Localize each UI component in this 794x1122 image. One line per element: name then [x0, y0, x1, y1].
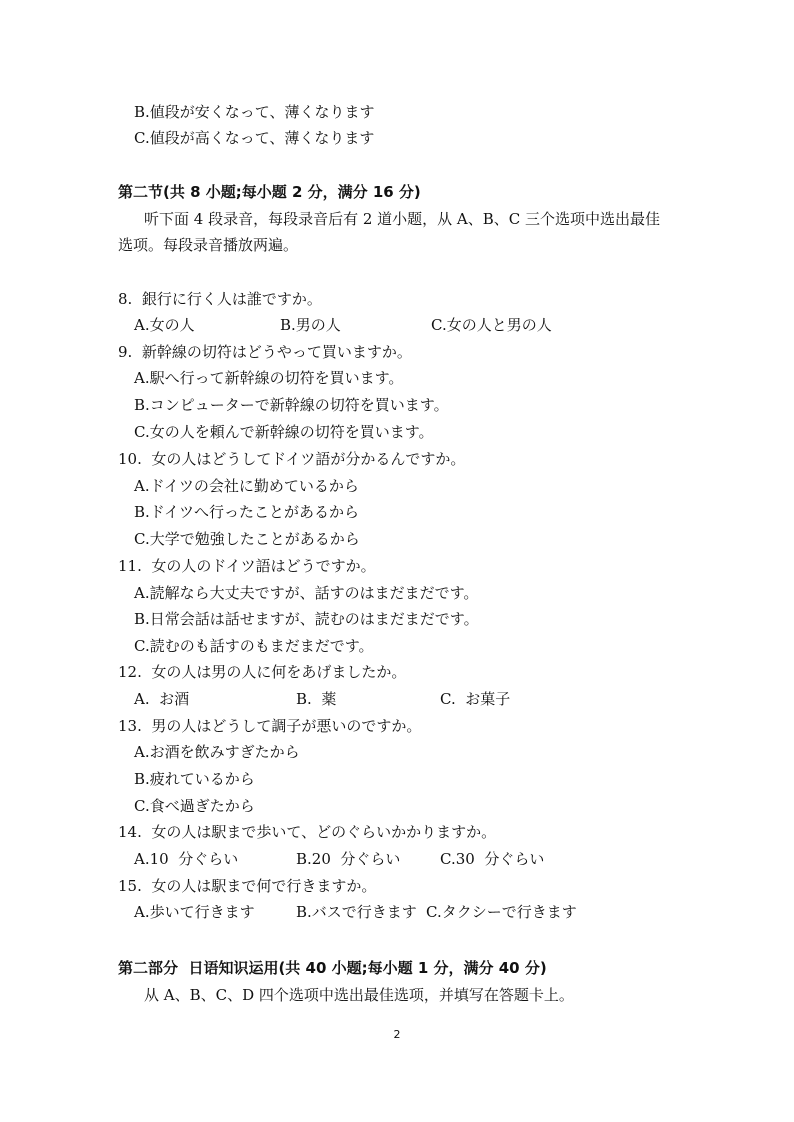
option-b-prev: B.値段が安くなって、薄くなります [134, 103, 375, 121]
question-15-stem: 15. 女の人は駅まで何で行きますか。 [118, 877, 377, 895]
question-11-option-c: C.読むのも話すのもまだまだです。 [134, 637, 374, 655]
question-10-option-c: C.大学で勉強したことがあるから [134, 530, 360, 548]
section2-instruction-1: 听下面 4 段录音，每段录音后有 2 道小题，从 A、B、C 三个选项中选出最佳 [144, 210, 661, 228]
question-8-option-a: A.女の人 [134, 316, 195, 334]
option-c-prev: C.値段が高くなって、薄くなります [134, 129, 375, 147]
question-10-stem: 10. 女の人はどうしてドイツ語が分かるんですか。 [118, 450, 466, 468]
question-14-option-a: A.10 分ぐらい [134, 850, 239, 868]
question-9-stem: 9. 新幹線の切符はどうやって買いますか。 [118, 343, 412, 361]
question-13-option-a: A.お酒を飲みすぎたから [134, 743, 300, 761]
question-14-option-c: C.30 分ぐらい [440, 850, 545, 868]
question-8-option-c: C.女の人と男の人 [431, 316, 552, 334]
question-8-stem: 8. 銀行に行く人は誰ですか。 [118, 290, 322, 308]
question-15-option-a: A.歩いて行きます [134, 903, 255, 921]
page-number: 2 [393, 1028, 401, 1041]
question-9-option-b: B.コンピューターで新幹線の切符を買います。 [134, 396, 449, 414]
question-14-stem: 14. 女の人は駅まで歩いて、どのぐらいかかりますか。 [118, 823, 497, 841]
question-12-option-c: C. お菓子 [440, 690, 511, 708]
question-14-option-b: B.20 分ぐらい [296, 850, 401, 868]
question-13-option-b: B.疲れているから [134, 770, 255, 788]
question-12-option-b: B. 薬 [296, 690, 337, 708]
question-10-option-b: B.ドイツへ行ったことがあるから [134, 503, 360, 521]
part2-heading: 第二部分 日语知识运用(共 40 小题;每小题 1 分，满分 40 分) [118, 959, 547, 977]
section2-instruction-2: 选项。每段录音播放两遍。 [118, 236, 299, 254]
question-13-option-c: C.食べ過ぎたから [134, 797, 255, 815]
question-11-stem: 11. 女の人のドイツ語はどうですか。 [118, 557, 376, 575]
question-11-option-b: B.日常会話は話せますが、読むのはまだまだです。 [134, 610, 479, 628]
question-15-option-b: B.バスで行きます [296, 903, 417, 921]
question-9-option-c: C.女の人を頼んで新幹線の切符を買います。 [134, 423, 434, 441]
question-8-option-b: B.男の人 [280, 316, 341, 334]
question-12-option-a: A. お酒 [134, 690, 190, 708]
section2-heading: 第二节(共 8 小题;每小题 2 分，满分 16 分) [118, 183, 421, 201]
question-11-option-a: A.読解なら大丈夫ですが、話すのはまだまだです。 [134, 584, 479, 602]
part2-instruction: 从 A、B、C、D 四个选项中选出最佳选项，并填写在答题卡上。 [144, 986, 574, 1004]
question-15-option-c: C.タクシーで行きます [426, 903, 577, 921]
question-12-stem: 12. 女の人は男の人に何をあげましたか。 [118, 663, 407, 681]
question-9-option-a: A.駅へ行って新幹線の切符を買います。 [134, 369, 404, 387]
question-10-option-a: A.ドイツの会社に勤めているから [134, 477, 359, 495]
question-13-stem: 13. 男の人はどうして調子が悪いのですか。 [118, 717, 422, 735]
